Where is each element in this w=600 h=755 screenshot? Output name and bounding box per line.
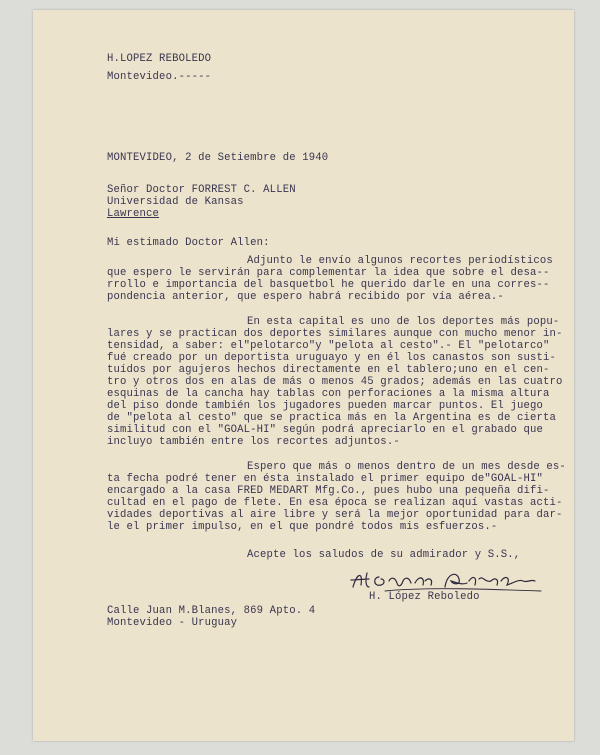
body-line: ta fecha podré tener en ésta instalado el primer equipo de"GOAL-HI" — [107, 473, 543, 485]
body-line: lares y se practican dos deportes similares aunque con mucho menor in- — [107, 328, 563, 340]
body-line: vidades deportivas al aire libre y será la mejor oportunidad para dar- — [107, 509, 563, 521]
salutation: Mi estimado Doctor Allen: — [107, 237, 270, 249]
body-line: tuídos por agujeros hechos directamente en el tablero;uno en el cen- — [107, 364, 550, 376]
body-line: Adjunto le envío algunos recortes periodísticos — [247, 255, 553, 267]
closing: Acepte los saludos de su admirador y S.S., — [247, 549, 521, 561]
address-line: Calle Juan M.Blanes, 869 Apto. 4 — [107, 605, 316, 617]
recipient-line: Lawrence — [107, 208, 160, 220]
letterhead-name: H.LOPEZ REBOLEDO — [107, 53, 212, 65]
body-line: fué creado por un deportista uruguayo y en él los canastos son susti- — [107, 352, 557, 364]
body-line: esquinas de la cancha hay tablas con perforaciones a la misma altura — [107, 388, 550, 400]
body-line: que espero le servirán para complementar la idea que sobre el desa-- — [107, 267, 550, 279]
address-line: Montevideo - Uruguay — [107, 617, 238, 629]
signature-name: H. López Reboledo — [369, 591, 480, 603]
body-line: incluyo también entre los recortes adjuntos.- — [107, 436, 400, 448]
body-line: pondencia anterior, que espero habrá recibido por vía aérea.- — [107, 291, 504, 303]
body-line: cultad en el pago de flete. En esa época se realizan aquí vastas acti- — [107, 497, 563, 509]
recipient-line: Señor Doctor FORREST C. ALLEN — [107, 184, 296, 196]
date-line: MONTEVIDEO, 2 de Setiembre de 1940 — [107, 152, 329, 164]
body-line: En esta capital es uno de los deportes más popu- — [247, 316, 560, 328]
body-line: rrollo e importancia del basquetbol he querido darle en una corres-- — [107, 279, 550, 291]
letterhead-city: Montevideo.----- — [107, 71, 212, 83]
body-line: de "pelota al cesto" que se practica más en la Argentina es de cierta — [107, 412, 557, 424]
body-line: Espero que más o menos dentro de un mes desde es- — [247, 461, 566, 473]
body-line: tro y otros dos en alas de más o menos 45 grados; además en las cuatro — [107, 376, 563, 388]
body-line: tensidad, a saber: el"pelotarco"y "pelota al cesto".- El "pelotarco" — [107, 340, 550, 352]
recipient-line: Universidad de Kansas — [107, 196, 244, 208]
body-line: similitud con el "GOAL-HI" según podrá apreciarlo en el grabado que — [107, 424, 543, 436]
body-line: le el primer impulso, en el que pondré todos mis esfuerzos.- — [107, 521, 498, 533]
body-line: del piso donde también los jugadores pueden marcar puntos. El juego — [107, 400, 543, 412]
body-line: encargado a la casa FRED MEDART Mfg.Co., pues hubo una pequeña difi- — [107, 485, 550, 497]
